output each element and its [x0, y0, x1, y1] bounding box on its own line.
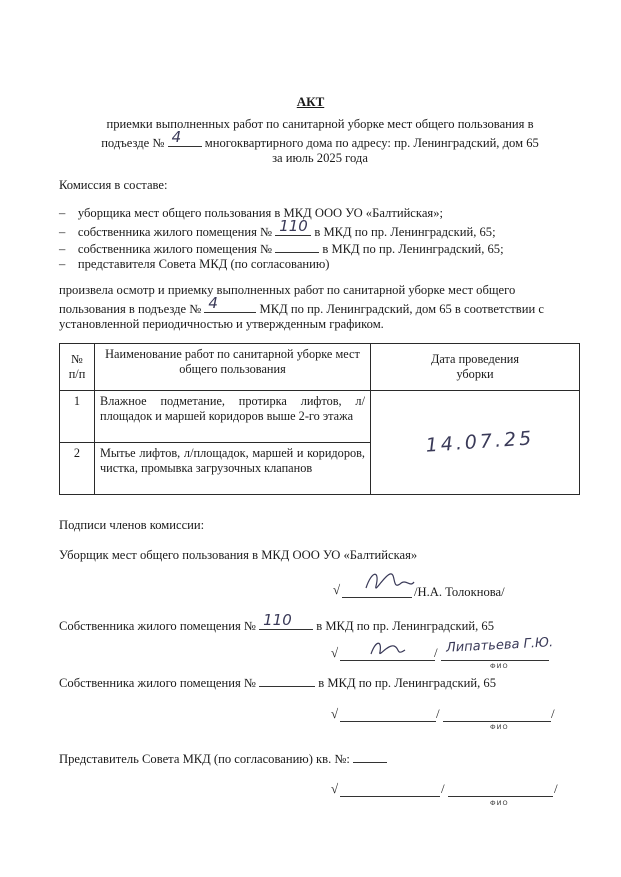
cleaner-name: /Н.А. Толокнова/ — [414, 585, 505, 599]
header-work-name: Наименование работ по санитарной уборке мест общего пользования — [95, 344, 371, 391]
member-text: собственника жилого помещения № — [77, 225, 273, 239]
table-row — [60, 391, 580, 443]
date-handwritten: 14.07.25 — [424, 426, 535, 457]
inspection-line-1: произвела осмотр и приемку выполненных работ по санитарной уборке мест общего — [59, 283, 516, 297]
member-text: собственника жилого помещения № — [77, 242, 273, 256]
row-num: 2 — [60, 443, 95, 495]
commission-intro: Комиссия в составе: — [59, 178, 168, 192]
row-work-name: Мытье лифтов, л/площадок, маршей и коридоров, чистка, промывка загрузочных клапанов — [95, 443, 371, 495]
separator-slash: / — [434, 645, 438, 660]
owner2-line — [59, 674, 496, 692]
date-cell — [371, 391, 580, 495]
title-line-1: приемки выполненных работ по санитарной уборке мест общего пользования в — [106, 117, 534, 131]
inspection-entrance-value: 4 — [208, 294, 218, 312]
signature-line — [340, 720, 436, 722]
owner1-address: в МКД по пр. Ленинградский, 65 — [316, 619, 495, 633]
document-title: АКТ — [296, 94, 325, 109]
row-work-name: Влажное подметание, протирка лифтов, л/площадок и маршей коридоров выше 2-го этажа — [95, 391, 371, 443]
dash: – — [59, 242, 66, 256]
council-apartment-field — [353, 750, 387, 763]
member-address: в МКД по пр. Ленинградский, 65; — [322, 242, 504, 256]
title-line-2 — [40, 128, 600, 152]
inspection-entrance-field — [204, 294, 256, 313]
council-label: Представитель Совета МКД (по согласованию) кв. №: — [59, 752, 350, 766]
title-address: многоквартирного дома по адресу: пр. Ленинградский, дом 65 — [204, 136, 539, 150]
title-line-3: за июль 2025 года — [272, 151, 368, 165]
owner1-handwritten-name: Липатьева Г.Ю. — [445, 635, 554, 656]
signatures-intro: Подписи членов комиссии: — [59, 518, 205, 532]
owner2-label: Собственника жилого помещения № — [59, 676, 256, 690]
check-mark: √ — [331, 781, 339, 796]
table-header-row — [60, 344, 580, 391]
check-mark: √ — [331, 645, 339, 660]
dash: – — [59, 257, 66, 271]
commission-member-4 — [59, 257, 330, 273]
title-entrance-field — [168, 128, 202, 147]
apartment-field-empty — [275, 240, 319, 253]
member-text: представителя Совета МКД (по согласованию) — [77, 257, 330, 271]
fio-line — [443, 720, 551, 722]
separator-slash: / — [551, 706, 555, 721]
check-mark: √ — [333, 582, 341, 597]
works-table — [59, 343, 580, 495]
dash: – — [59, 225, 66, 239]
fio-caption: ФИО — [490, 662, 509, 670]
commission-member-1 — [59, 206, 443, 222]
owner1-label: Собственника жилого помещения № — [59, 619, 256, 633]
fio-caption: ФИО — [490, 799, 509, 807]
header-num: № п/п — [60, 344, 95, 391]
inspection-line-3: установленной периодичностью и утвержденным графиком. — [59, 317, 384, 331]
separator-slash: / — [441, 781, 445, 796]
owner1-line — [59, 611, 495, 635]
owner2-address: в МКД по пр. Ленинградский, 65 — [318, 676, 497, 690]
dash: – — [59, 206, 66, 220]
fio-line — [441, 659, 549, 661]
title-entrance-label: подъезде № — [101, 136, 165, 150]
owner1-apartment-value: 110 — [263, 611, 292, 629]
separator-slash: / — [554, 781, 558, 796]
owner2-apartment-field — [259, 674, 315, 687]
fio-caption: ФИО — [490, 723, 509, 731]
header-date: Дата проведения уборки — [371, 344, 580, 391]
check-mark: √ — [331, 706, 339, 721]
council-line — [59, 750, 387, 768]
signature-scribble — [362, 566, 416, 598]
title-entrance-value: 4 — [171, 128, 182, 146]
commission-member-2 — [59, 217, 496, 241]
row-num: 1 — [60, 391, 95, 443]
member-address: в МКД по пр. Ленинградский, 65; — [314, 225, 496, 239]
separator-slash: / — [436, 706, 440, 721]
owner1-apartment-field — [259, 611, 313, 630]
fio-line — [448, 795, 553, 797]
inspection-address: МКД по пр. Ленинградский, дом 65 в соответствии с — [259, 302, 544, 316]
signature-line — [340, 795, 440, 797]
cleaner-label: Уборщик мест общего пользования в МКД ООО УО «Балтийская» — [59, 548, 418, 562]
apartment-field — [275, 217, 311, 236]
commission-member-3 — [59, 240, 504, 258]
inspection-line-2 — [59, 294, 544, 318]
inspection-entrance-label: пользования в подъезде № — [59, 302, 202, 316]
signature-scribble — [368, 636, 408, 660]
apartment-value: 110 — [279, 217, 308, 235]
member-text: уборщика мест общего пользования в МКД ООО УО «Балтийская»; — [77, 206, 444, 220]
